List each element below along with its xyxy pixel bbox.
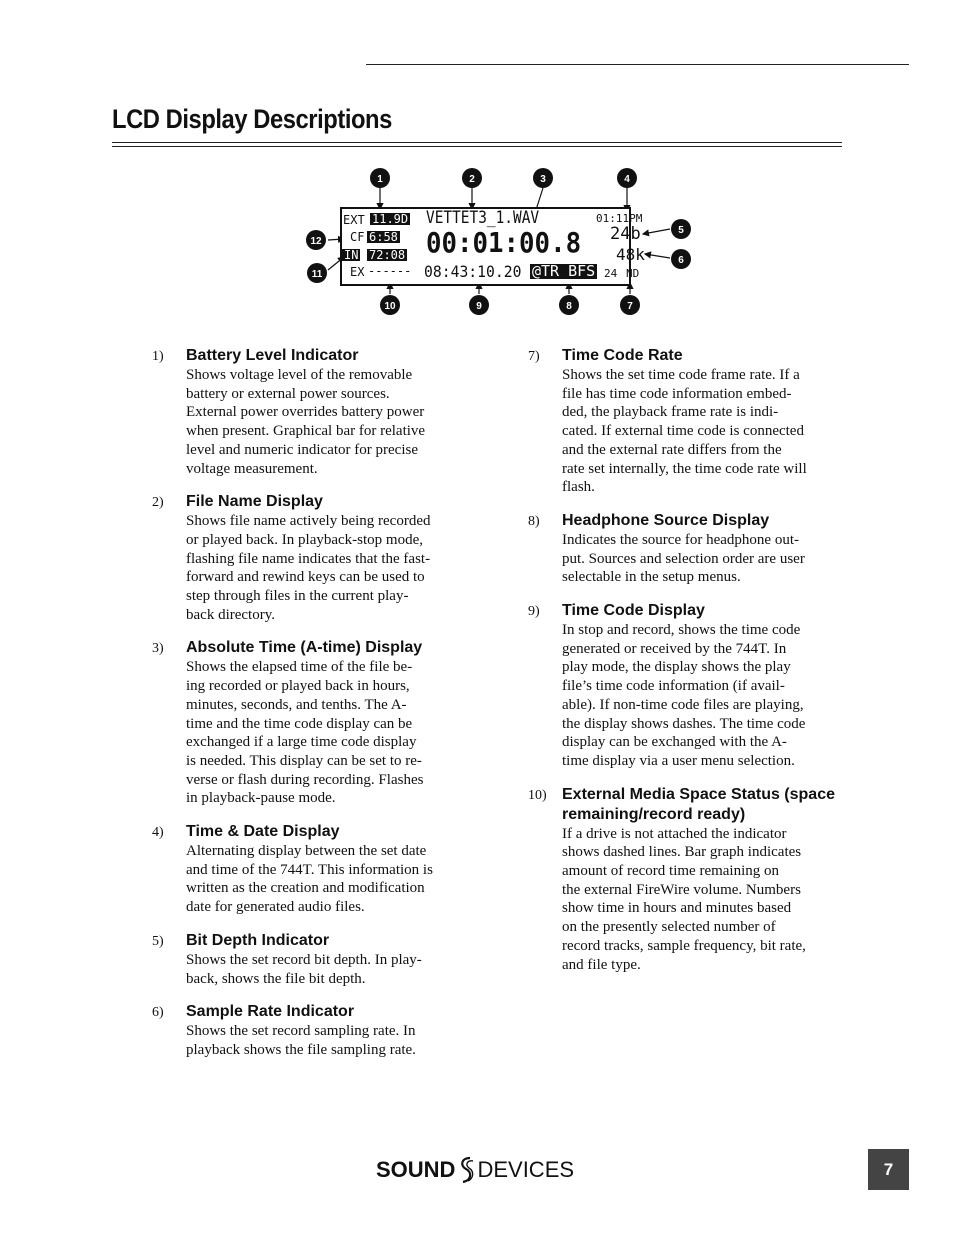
description-item: [152, 346, 472, 478]
line: and file type.: [562, 956, 641, 973]
item-body: [186, 658, 472, 808]
line: able). If non-time code files are playing,: [562, 696, 804, 713]
lcd-cf-label: CF: [350, 230, 365, 244]
line: record tracks, sample frequency, bit rate,: [562, 937, 806, 954]
description-item: [528, 346, 848, 497]
line: show time in hours and minutes based: [562, 900, 792, 917]
lcd-in-label: IN: [344, 248, 359, 262]
item-heading: Absolute Time (A-time) Display: [186, 639, 423, 657]
line: time display via a user menu selection.: [562, 752, 795, 769]
line: cated. If external time code is connected: [562, 423, 804, 440]
line: Shows the set record bit depth. In play-: [186, 951, 422, 968]
callout-9: 9: [476, 301, 482, 312]
callout-8: 8: [566, 301, 572, 312]
item-number: 8): [528, 513, 540, 529]
item-heading: External Media Space Status (space remaining/record ready): [562, 785, 835, 823]
line: time and the time code display can be: [186, 715, 413, 732]
line: battery or external power sources.: [186, 385, 390, 402]
description-item: [528, 511, 848, 587]
item-body: [562, 825, 848, 975]
callout-2: 2: [469, 174, 475, 185]
item-number: 6): [152, 1005, 164, 1021]
item-heading: Time & Date Display: [186, 823, 340, 841]
line: flashing file name indicates that the fast-: [186, 550, 431, 567]
lcd-diagram: [300, 160, 720, 320]
line: In stop and record, shows the time code: [562, 622, 801, 639]
line: file has time code information embed-: [562, 385, 792, 402]
description-item: [152, 638, 472, 808]
logo-sound: SOUND: [376, 1157, 456, 1182]
item-number: 2): [152, 495, 164, 511]
item-heading: Time Code Display: [562, 602, 705, 620]
item-heading: Time Code Rate: [562, 347, 683, 364]
callout-11: 11: [311, 269, 323, 280]
callout-10: 10: [384, 301, 396, 312]
line: is needed. This display can be set to re-: [186, 752, 422, 769]
right-column: [528, 346, 848, 988]
line: display can be exchanged with the A-: [562, 734, 787, 751]
item-heading: Sample Rate Indicator: [186, 1003, 355, 1021]
logo-devices: DEVICES: [477, 1157, 575, 1182]
lcd-cf-value: 6:58: [369, 230, 398, 244]
item-body: [186, 1022, 472, 1059]
description-item: [152, 822, 472, 917]
item-body: [186, 951, 472, 988]
lcd-clock: 01:11PM: [596, 212, 643, 225]
item-number: 1): [152, 349, 164, 364]
line: playback shows the file sampling rate.: [186, 1041, 416, 1058]
line: put. Sources and selection order are user: [562, 550, 805, 567]
lcd-in-value: 72:08: [369, 248, 406, 262]
lcd-file-name: VETTET3_1.WAV: [426, 208, 540, 228]
line: the external FireWire volume. Numbers: [562, 881, 801, 898]
lcd-atime: 00:01:00.8: [426, 226, 582, 259]
line: Shows the set time code frame rate. If a: [562, 367, 800, 383]
line: If a drive is not attached the indicator: [562, 825, 787, 842]
line: Indicates the source for headphone out-: [562, 531, 799, 548]
line: step through files in the current play-: [186, 588, 409, 605]
line: selectable in the setup menus.: [562, 569, 741, 586]
line: shows dashed lines. Bar graph indicates: [562, 844, 802, 861]
description-item: [152, 492, 472, 624]
callout-1: 1: [377, 174, 383, 185]
item-heading: File Name Display: [186, 493, 323, 511]
callout-6-line: [645, 254, 670, 258]
line: in playback-pause mode.: [186, 790, 336, 807]
line: Shows voltage level of the removable: [186, 367, 413, 383]
lcd-battery-value: 11.9D: [372, 212, 409, 226]
line: exchanged if a large time code display: [186, 734, 417, 751]
line: on the presently selected number of: [562, 919, 776, 936]
item-number: 7): [528, 349, 540, 364]
line: and time of the 744T. This information is: [186, 861, 433, 878]
page-number: 7: [868, 1149, 909, 1190]
item-heading: Bit Depth Indicator: [186, 931, 330, 949]
line: level and numeric indicator for precise: [186, 441, 418, 458]
logo-swirl-icon: [455, 1155, 477, 1185]
line: voltage measurement.: [186, 460, 318, 477]
line: file’s time code information (if avail-: [562, 678, 785, 695]
item-body: [562, 621, 848, 771]
lcd-ex-label: EX: [350, 265, 365, 279]
lcd-bit-depth: 24b: [610, 224, 641, 244]
lcd-timecode: 08:43:10.20: [424, 262, 522, 281]
line: ing recorded or played back in hours,: [186, 678, 410, 695]
line: back directory.: [186, 606, 275, 623]
item-body: [562, 531, 848, 587]
item-heading: Headphone Source Display: [562, 511, 770, 529]
item-body: [562, 366, 848, 497]
item-body: [186, 366, 472, 478]
line: back, shows the file bit depth.: [186, 970, 366, 987]
line: Shows the elapsed time of the file be-: [186, 659, 413, 676]
line: Alternating display between the set date: [186, 843, 427, 860]
line: amount of record time remaining on: [562, 863, 780, 880]
callout-12: 12: [310, 236, 322, 247]
lcd-tc-rate: 24: [604, 267, 618, 280]
line: External power overrides battery power: [186, 404, 425, 421]
callout-6: 6: [678, 255, 684, 266]
lcd-tc-mode: ND: [626, 267, 640, 280]
callout-5-line: [643, 229, 670, 234]
line: play mode, the display shows the play: [562, 659, 791, 676]
left-column: [152, 346, 472, 1074]
item-heading: Battery Level Indicator: [186, 347, 359, 364]
callout-3: 3: [540, 174, 546, 185]
line: when present. Graphical bar for relative: [186, 423, 426, 440]
line: forward and rewind keys can be used to: [186, 569, 425, 586]
description-item: [152, 1002, 472, 1059]
header-rule: [366, 64, 909, 65]
item-number: 4): [152, 825, 164, 841]
line: Shows the set record sampling rate. In: [186, 1023, 416, 1040]
line: ded, the playback frame rate is indi-: [562, 404, 779, 421]
line: flash.: [562, 479, 595, 496]
title-rule-thin: [112, 146, 842, 147]
item-number: 9): [528, 604, 540, 620]
line: written as the creation and modification: [186, 880, 425, 897]
line: minutes, seconds, and tenths. The A-: [186, 696, 407, 713]
item-body: [186, 512, 472, 624]
lcd-ext-label: EXT: [343, 213, 365, 227]
sound-devices-logo: [376, 1155, 574, 1185]
lcd-headphone-source: @TR BFS: [532, 262, 596, 280]
line: and the external rate differs from the: [562, 441, 782, 458]
line: generated or received by the 744T. In: [562, 640, 787, 657]
description-item: [528, 601, 848, 771]
lcd-screen: [340, 207, 645, 286]
item-number: 10): [528, 787, 547, 803]
line: verse or flash during recording. Flashes: [186, 771, 424, 788]
description-item: [528, 785, 848, 975]
title-rule: [112, 142, 842, 143]
item-body: [186, 842, 472, 917]
callout-7: 7: [627, 301, 633, 312]
callout-5: 5: [678, 225, 684, 236]
line: rate set internally, the time code rate will: [562, 460, 807, 477]
item-number: 5): [152, 933, 164, 949]
item-number: 3): [152, 641, 164, 657]
line: date for generated audio files.: [186, 899, 365, 916]
lcd-sample-rate: 48k: [616, 245, 645, 264]
callout-4: 4: [624, 174, 630, 185]
line: the display shows dashes. The time code: [562, 715, 806, 732]
description-item: [152, 931, 472, 988]
line: Shows file name actively being recorded: [186, 513, 431, 530]
line: or played back. In playback-stop mode,: [186, 531, 424, 548]
page-title: LCD Display Descriptions: [112, 104, 392, 134]
lcd-ex-value: ------: [368, 264, 412, 278]
